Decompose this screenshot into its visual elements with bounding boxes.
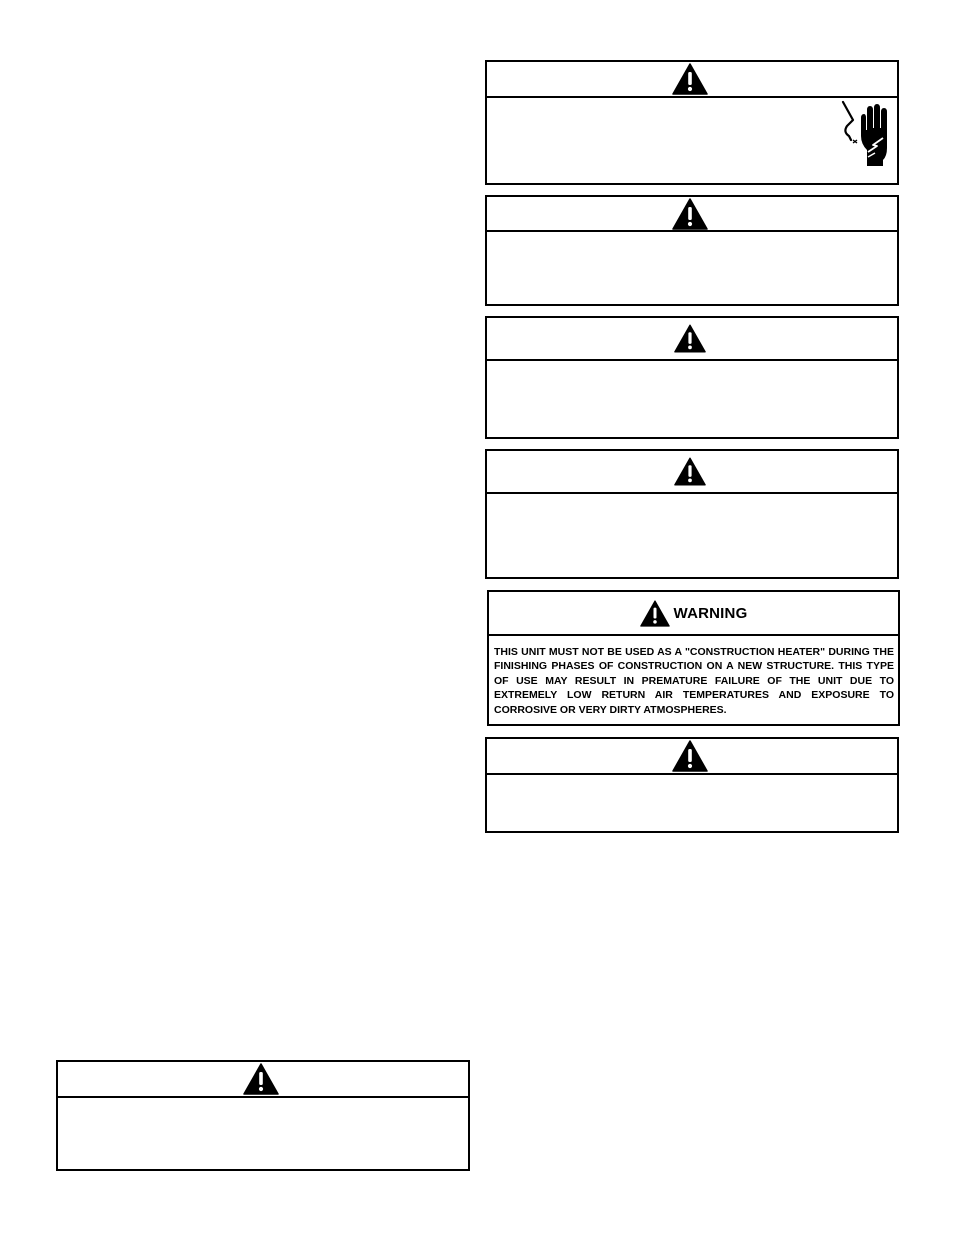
exclamation-triangle-icon	[672, 740, 708, 772]
warning-box-6-header	[487, 739, 897, 775]
warning-box-4-body	[487, 494, 897, 577]
warning-box-5-body	[489, 636, 898, 724]
warning-box-3-body	[487, 361, 897, 437]
warning-box-6-text	[487, 775, 897, 784]
exclamation-triangle-icon	[672, 63, 708, 95]
warning-box-2	[485, 195, 899, 306]
warning-box-7-body	[58, 1098, 468, 1169]
warning-box-2-header	[487, 197, 897, 232]
exclamation-triangle-icon	[674, 457, 706, 486]
warning-box-5-label: WARNING	[673, 604, 748, 622]
warning-box-6-body	[487, 775, 897, 831]
warning-box-4-header	[487, 451, 897, 494]
warning-box-5-text: THIS UNIT MUST NOT BE USED AS A "CONSTRUCTION HEATER" DURING THE FINISHING PHASES OF CONSTRUCTION ON A NEW STRUCTURE. THIS TYPE OF USE MAY RESULT IN PREMATURE FAILURE OF THE UNIT DUE TO EXTREMELY LOW RETURN AIR TEMPERATURES AND EXPOSURE TO CORROSIVE OR VERY DIRTY ATMOSPHERES.	[494, 646, 894, 716]
warning-box-4	[485, 449, 899, 579]
electrical-shock-hand-icon	[835, 100, 893, 166]
exclamation-triangle-icon	[243, 1063, 279, 1095]
exclamation-triangle-icon	[672, 198, 708, 230]
warning-box-3	[485, 316, 899, 439]
warning-box-1-body	[487, 98, 897, 183]
warning-box-1-header	[487, 62, 897, 98]
warning-box-2-text	[487, 232, 897, 241]
exclamation-triangle-icon	[674, 324, 706, 353]
exclamation-triangle-icon	[640, 600, 670, 627]
warning-box-3-text	[487, 361, 897, 370]
warning-box-5	[487, 590, 900, 726]
warning-box-7-text	[58, 1098, 468, 1107]
warning-box-1	[485, 60, 899, 185]
warning-box-3-header	[487, 318, 897, 361]
warning-box-5-header	[489, 592, 898, 636]
warning-box-4-text	[487, 494, 897, 503]
warning-box-7-header	[58, 1062, 468, 1098]
warning-box-6	[485, 737, 899, 833]
warning-box-2-body	[487, 232, 897, 304]
warning-box-7	[56, 1060, 470, 1171]
